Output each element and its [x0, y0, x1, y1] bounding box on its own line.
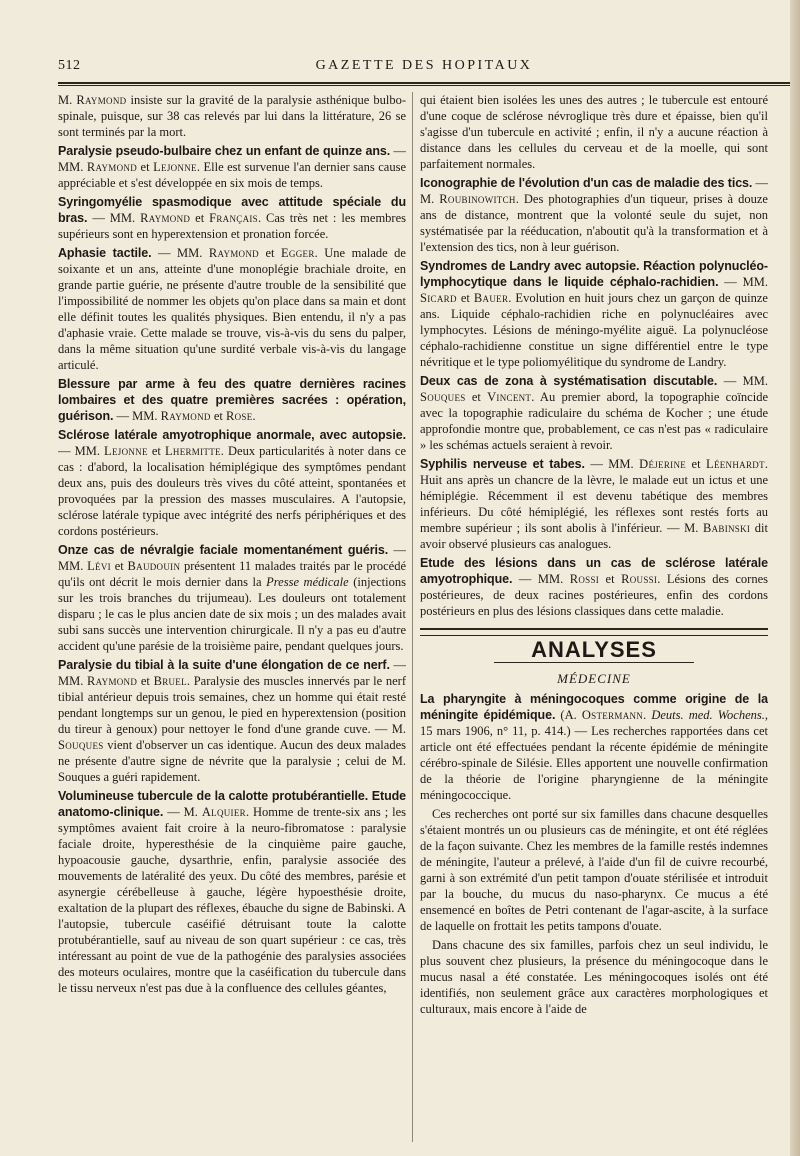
- author-name: Rose: [226, 409, 253, 423]
- author-name: Raymond: [140, 211, 191, 225]
- entry-text: et: [110, 559, 128, 573]
- author-name: Vincent: [487, 390, 532, 404]
- section-heading: ANALYSES: [531, 637, 657, 662]
- entry-text: Dans chacune des six familles, parfois chez un seul individu, le plus souvent chez plusieurs, la présence du méningocoque dans le mucus nasal a été constatée. Les méningocoques isolés ont été identifiés, non seulement grâce aux caractères morphologiques et culturaux, mais encore à l'aide de: [420, 938, 768, 1016]
- entry-text: .: [252, 409, 256, 423]
- author-name: Roubinowitch: [439, 192, 516, 206]
- subsection-heading: MÉDECINE: [557, 671, 631, 686]
- entry-text: — MM.: [58, 144, 406, 174]
- header-rule: [58, 82, 790, 86]
- entry-title: Iconographie de l'évolution d'un cas de maladie des tics.: [420, 176, 753, 190]
- entry-text: . Homme de trente-six ans ; les symptômes avaient fait croire à la neuro-fibromatose : paralysie faciale droite, hyperesthésie de la cinquième paire gauche, hypoacousie gauche, dysarthrie, enfin, paralysie associée des mouvements de latéralité des yeux. Du côté des membres, parésie et asynergie cérébelleuse à gauche, légère hypoesthésie droite, exaltation de la plupart des réflexes, ébauche du signe de Babinski. A l'autopsie, tubercule caséifié détruisant toute la calotte protubérantielle, sauf au niveau de son quart supérieur : ce cas, très intéressant au point de vue de la pathogénie des paralysies associées des moteurs oculaires, montre que la caséification du tubercule dans le tissu nerveux n'est pas due à la confluence des cellules géantes,: [58, 805, 406, 995]
- page-number: 512: [58, 58, 81, 73]
- article-continuation: [58, 92, 406, 140]
- entry-text: et: [258, 246, 281, 260]
- entry-title: Syndromes de Landry avec autopsie. Réaction polynucléo-lymphocytique dans le liquide céphalo-rachidien.: [420, 259, 768, 289]
- entry-als-autopsy: [58, 427, 406, 539]
- entry-text: — MM.: [718, 275, 768, 289]
- entry-text: . Des photographies d'un tiqueur, prises à douze ans de distance, montrent que la volonté seule du sujet, non systématisée par la rééducation, n'aboutit qu'à la transformation et à l'extension des tics, non à leur guérison.: [420, 192, 768, 254]
- author-name: Raymond: [87, 674, 138, 688]
- author-name: Lévi: [87, 559, 111, 573]
- entry-text: — MM.: [113, 409, 161, 423]
- entry-tactile-aphasia: [58, 245, 406, 373]
- column-divider: [412, 92, 413, 1142]
- page-edge-shadow: [790, 0, 800, 1156]
- entry-title: Onze cas de névralgie faciale momentanément guéris.: [58, 543, 389, 557]
- entry-syphilis-tabes: [420, 456, 768, 552]
- entry-text: et: [465, 390, 488, 404]
- entry-title: Syphilis nerveuse et tabes.: [420, 457, 585, 471]
- author-name: Babinski: [702, 521, 751, 535]
- entry-text: Ces recherches ont porté sur six familles dans chacune desquelles s'étaient montrés un ou plusieurs cas de méningite, et ont été réglées de la façon suivante. Chez les membres de la famille restés indemnes de méningite, l'auteur a prélevé, à l'aide d'un fil de cuivre recourbé, garni à son extrémité d'un petit tampon d'ouate stérilisée et introduit par la bouche, du mucus du naso-pharynx. Ce mucus a été ensemencé en boîtes de Petri contenant de l'agar-ascite, à la surface de laquelle on frottait les petits tampons d'ouate.: [420, 807, 768, 933]
- entry-title: Paralysie pseudo-bulbaire chez un enfant de quinze ans.: [58, 144, 391, 158]
- entry-text: — M.: [420, 176, 768, 206]
- journal-name: Presse médicale: [266, 575, 349, 589]
- entry-text: et: [456, 291, 474, 305]
- entry-tibial-paralysis: [58, 657, 406, 785]
- entry-landry-syndrome: [420, 258, 768, 370]
- entry-facial-neuralgia: [58, 542, 406, 654]
- entry-text: et: [210, 409, 226, 423]
- author-name: Souques: [420, 390, 466, 404]
- heading-rule: [494, 662, 694, 663]
- entry-text: (A.: [555, 708, 582, 722]
- entry-text: — MM.: [58, 543, 406, 573]
- entry-text: — MM.: [87, 211, 141, 225]
- author-name: Alquier: [201, 805, 246, 819]
- entry-text: . Au premier abord, la topographie coïncide avec la topographie radiculaire du schéma de Kocher ; une étude approfondie montre que, probablement, ce cas n'est pas « radiculaire » les schémas actuels seraient à revoir.: [420, 390, 768, 452]
- section-rule: [420, 628, 768, 636]
- author-name: Ostermann: [581, 708, 644, 722]
- entry-text: — MM.: [584, 457, 640, 471]
- author-name: Bauer: [473, 291, 509, 305]
- entry-text: et: [599, 572, 622, 586]
- entry-text: . Evolution en huit jours chez un garçon de quinze ans. Liquide céphalo-rachidien riche en polynucléaires avec lymphocytes. Lésions de méningo-myélite aiguë. La polynucléose céphalo-rachidienne constitue un signe différentiel entre le type névritique et le type poliomyélitique du syndrome de Landry.: [420, 291, 768, 369]
- entry-text: — MM.: [151, 246, 209, 260]
- author-name: Raymond: [86, 160, 138, 174]
- author-name: Déjerine: [639, 457, 687, 471]
- author-name: Lejonne: [153, 160, 197, 174]
- entry-gunshot-wound: [58, 376, 406, 424]
- entry-text: — MM.: [58, 658, 406, 688]
- entry-text: — M.: [163, 805, 202, 819]
- entry-title: La pharyngite à méningocoques comme origine de la méningite épidémique.: [420, 692, 768, 722]
- author-name: Souques: [58, 738, 104, 752]
- author-name: Raymond: [76, 93, 127, 107]
- author-name: Raymond: [208, 246, 259, 260]
- entry-title: Deux cas de zona à systématisation discutable.: [420, 374, 718, 388]
- entry-text: . Une malade de soixante et un ans, atteinte d'une monoplégie brachiale droite, en grande partie guérie, ne présente d'autre trouble de la sensibilité que l'impossibilité de nommer les objets qu'on place dans sa main et dont elle définit toutes les qualités physiques. Bien entendu, il n'y a pas d'aphasie vraie. Cette malade se trouve, vis-à-vis du sens du palper, dans la même situation qu'une surdité verbale vis-à-vis du langage articulé.: [58, 246, 406, 372]
- entry-text: présentent 11 malades traités par le procédé qu'ils ont décrit le mois dernier dans la: [58, 559, 406, 589]
- entry-text: et: [137, 160, 154, 174]
- entry-text: .: [643, 708, 652, 722]
- entry-prefix: M.: [58, 93, 77, 107]
- author-name: Français: [209, 211, 258, 225]
- journal-title: GAZETTE DES HOPITAUX: [315, 58, 533, 73]
- author-name: Léenhardt: [706, 457, 765, 471]
- entry-text: . Huit ans après un chancre de la lèvre, le malade eut un ictus et une hémiplégie. Récemment il est devenu tabétique des membres inférieurs. Du côté hémiplégié, les réflexes sont restés forts au membre supérieur ; ils sont abolis à l'inférieur. — M.: [420, 457, 768, 535]
- journal-name: Deuts. med. Wochens.: [651, 708, 765, 722]
- entry-title: Aphasie tactile.: [58, 246, 152, 260]
- article-continuation: [420, 92, 768, 172]
- author-name: Sicard: [420, 291, 457, 305]
- entry-text: et: [137, 674, 154, 688]
- entry-text: . Cas très net : les membres supérieurs sont en hyperextension et pronation forcée.: [58, 211, 406, 241]
- page-header: [58, 58, 790, 80]
- entry-title: Syringomyélie spasmodique avec attitude spéciale du bras.: [58, 195, 406, 225]
- entry-title: Blessure par arme à feu des quatre dernières racines lombaires et des quatre premières sacrées : opération, guérison.: [58, 377, 406, 423]
- author-name: Lhermitte: [164, 444, 221, 458]
- entry-text: . Lésions des cornes postérieures, de deux racines postérieures, enfin des cordons postérieurs en plus des lésions classiques dans cette maladie.: [420, 572, 768, 618]
- entry-tics-iconography: [420, 175, 768, 255]
- author-name: Lejonne: [104, 444, 148, 458]
- entry-title: Sclérose latérale amyotrophique anormale, avec autopsie.: [58, 428, 406, 442]
- entry-text: . Elle est survenue l'an dernier sans cause appréciable et s'est développée en six mois de temps.: [58, 160, 406, 190]
- left-column: [58, 92, 406, 1142]
- entry-text: qui étaient bien isolées les unes des autres ; le tubercule est entouré d'une coque de sclérose névroglique très dure et épaisse, bien qu'il s'agisse d'un tubercule en activité ; enfin, il n'y a aucune réaction à distance dans les cellules du cerveau et de la moelle, qui sont parfaitement normales.: [420, 93, 768, 171]
- entry-text: — MM.: [58, 444, 105, 458]
- entry-text: et: [190, 211, 210, 225]
- author-name: Roussi: [621, 572, 658, 586]
- entry-tubercle-calotte: [58, 788, 406, 996]
- author-name: Rossi: [569, 572, 600, 586]
- author-name: Bruel: [153, 674, 187, 688]
- entry-title: Paralysie du tibial à la suite d'une élongation de ce nerf.: [58, 658, 390, 672]
- entry-text: — MM.: [512, 572, 570, 586]
- entry-text: dit avoir observé plusieurs cas analogues.: [420, 521, 768, 551]
- entry-zona: [420, 373, 768, 453]
- entry-text: (injections sur les trois branches du trijumeau). Les douleurs ont totalement disparu ; le cas le plus ancien date de six mois ; un des malades avait subi sans succès une intervention chirurgicale. Il n'y a pas eu d'autre accident qu'une parésie de la troisième paire, pendant quelques jours.: [58, 575, 406, 653]
- entry-text: insiste sur la gravité de la paralysie asthénique bulbo-spinale, puisque, sur 38 cas relevés par lui dans la littérature, 26 se sont terminés par la mort.: [58, 93, 406, 139]
- entry-text: — MM.: [717, 374, 768, 388]
- entry-pseudo-bulbar-paralysis: [58, 143, 406, 191]
- entry-meningococcal-pharyngitis: [420, 691, 768, 803]
- entry-als-lesions: [420, 555, 768, 619]
- paragraph: [420, 806, 768, 934]
- entry-text: , 15 mars 1906, n° 11, p. 414.) — Les recherches rapportées dans cet article ont été effectuées pendant la récente épidémie de méningite cérébro-spinale de Silésie. Elles apportent une nouvelle confirmation de la théorie de l'origine pharyngienne de la méningite méningococcique.: [420, 708, 768, 802]
- entry-syringomyelia: [58, 194, 406, 242]
- paragraph: [420, 937, 768, 1017]
- author-name: Baudouin: [127, 559, 181, 573]
- author-name: Raymond: [160, 409, 211, 423]
- right-column: [420, 92, 768, 1142]
- author-name: Egger: [281, 246, 315, 260]
- entry-text: . Paralysie des muscles innervés par le nerf tibial antérieur depuis trois semaines, chez un homme qui était resté pendant longtemps sur un genou, le pied en hyperextension (position du tireur à genoux) pour nettoyer le fond d'une grande cuve. — M.: [58, 674, 406, 736]
- entry-text: et: [147, 444, 165, 458]
- entry-title: Volumineuse tubercule de la calotte protubérantielle. Etude anatomo-clinique.: [58, 789, 406, 819]
- entry-text: et: [686, 457, 707, 471]
- entry-text: . Deux particularités à noter dans ce cas : d'abord, la localisation hémiplégique des symptômes pendant deux ans, puis des douleurs très vives du côté atteint, spontanées et provoquées par la pression des masses musculaires. A l'autopsie, sclérose latérale typique avec intégrité des nerfs périphériques et des cordons postérieurs.: [58, 444, 406, 538]
- entry-text: vient d'observer un cas identique. Aucun des deux malades ne présente d'autre signe de névrite que la paralysie ; celui de M. Souques a guéri rapidement.: [58, 738, 406, 784]
- entry-title: Etude des lésions dans un cas de sclérose latérale amyotrophique.: [420, 556, 768, 586]
